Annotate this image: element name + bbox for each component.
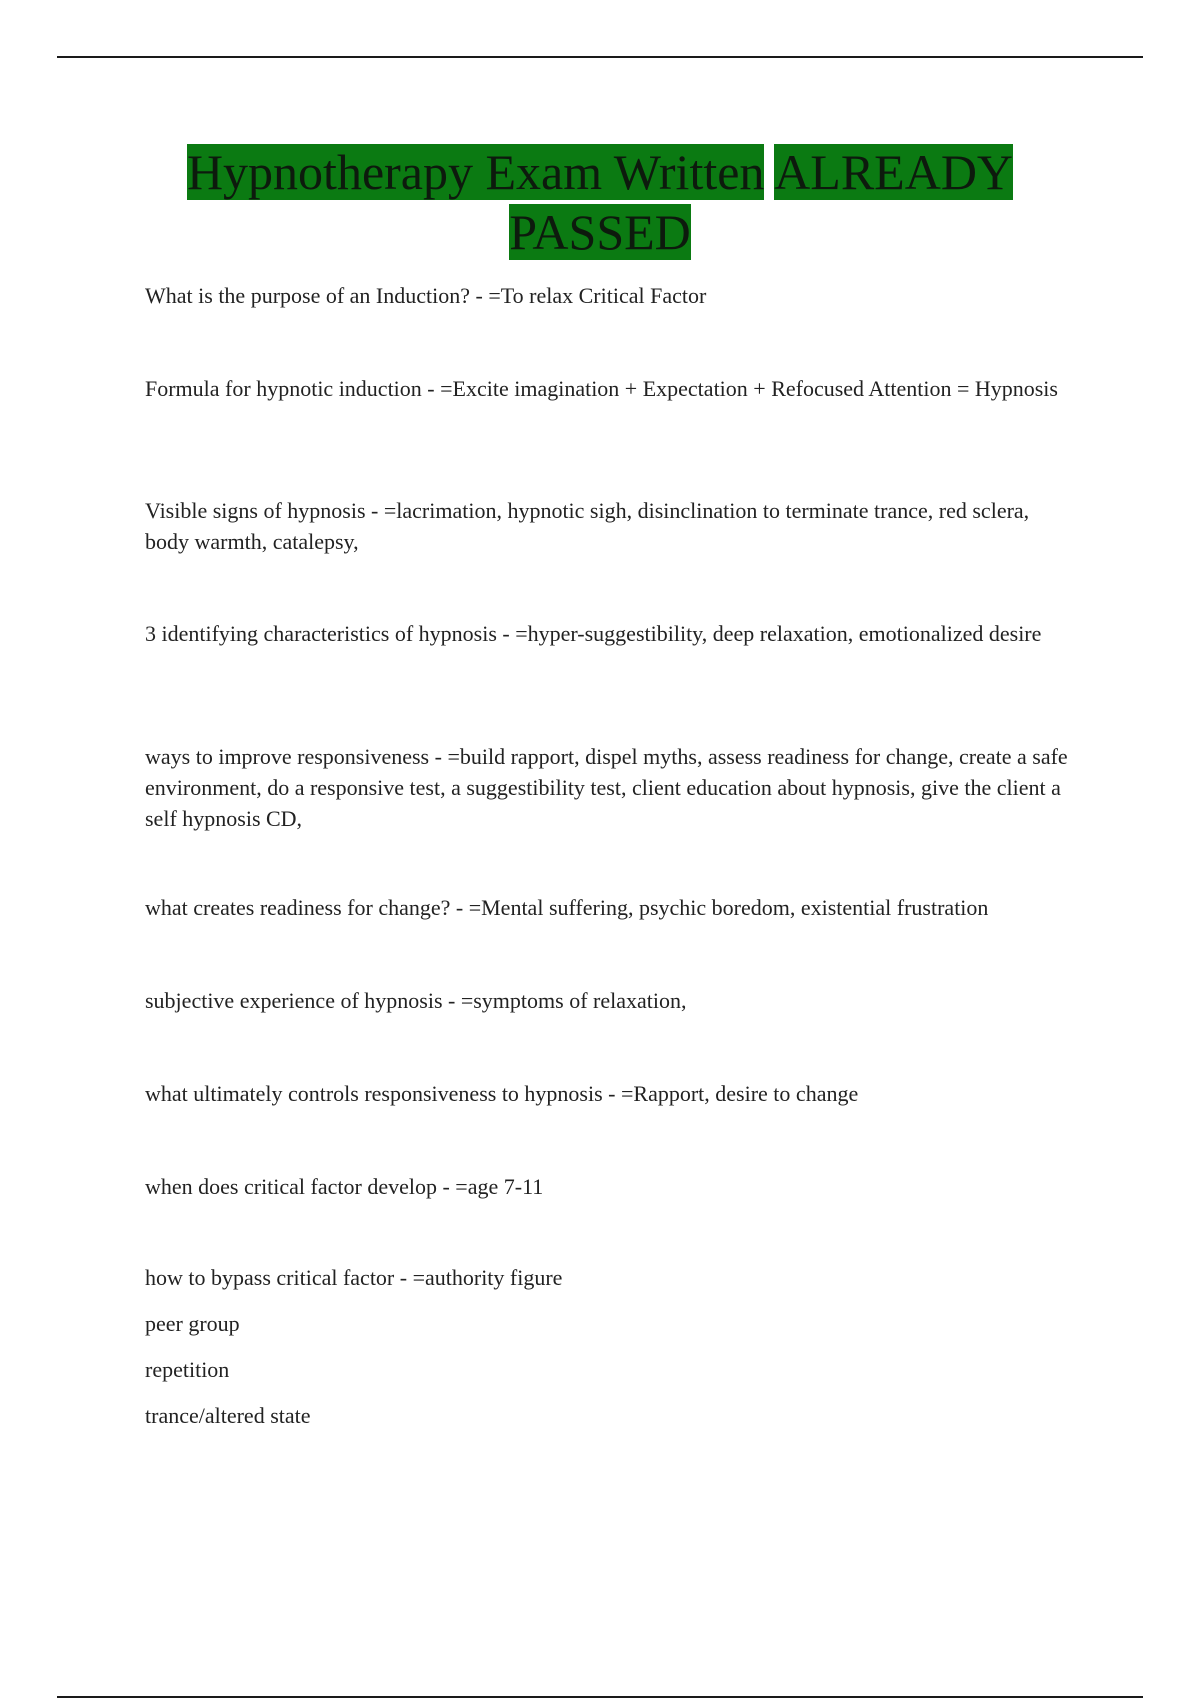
qa-item: what creates readiness for change? - =Mental suffering, psychic boredom, existential frustration [145,895,989,920]
bypass-list-item: trance/altered state [145,1403,311,1428]
bypass-list-item: repetition [145,1357,230,1382]
bypass-list-item: peer group [145,1311,240,1336]
qa-item: when does critical factor develop - =age 7-11 [145,1174,544,1199]
title-highlight-1: Hypnotherapy Exam Written [186,144,765,200]
top-rule [57,56,1143,58]
qa-item: how to bypass critical factor - =authority figure [145,1265,563,1290]
qa-item: Visible signs of hypnosis - =lacrimation, hypnotic sigh, disinclination to terminate trance, red sclera, body warmth, catalepsy, [145,498,1030,554]
qa-item: subjective experience of hypnosis - =symptoms of relaxation, [145,988,687,1013]
qa-item: Formula for hypnotic induction - =Excite imagination + Expectation + Refocused Attention = Hypnosis [145,376,1058,401]
title-highlight-3: PASSED [509,204,691,260]
qa-item: what ultimately controls responsiveness to hypnosis - =Rapport, desire to change [145,1081,859,1106]
qa-item: ways to improve responsiveness - =build rapport, dispel myths, assess readiness for change, create a safe environment, do a responsive test, a suggestibility test, client education about hypnosis, give the client a self hypnosis CD, [145,744,1068,831]
qa-item: What is the purpose of an Induction? - =To relax Critical Factor [145,283,707,308]
title-highlight-2: ALREADY [774,144,1014,200]
bottom-rule [57,1696,1143,1698]
document-title [100,142,1100,262]
qa-item: 3 identifying characteristics of hypnosis - =hyper-suggestibility, deep relaxation, emotionalized desire [145,621,1042,646]
